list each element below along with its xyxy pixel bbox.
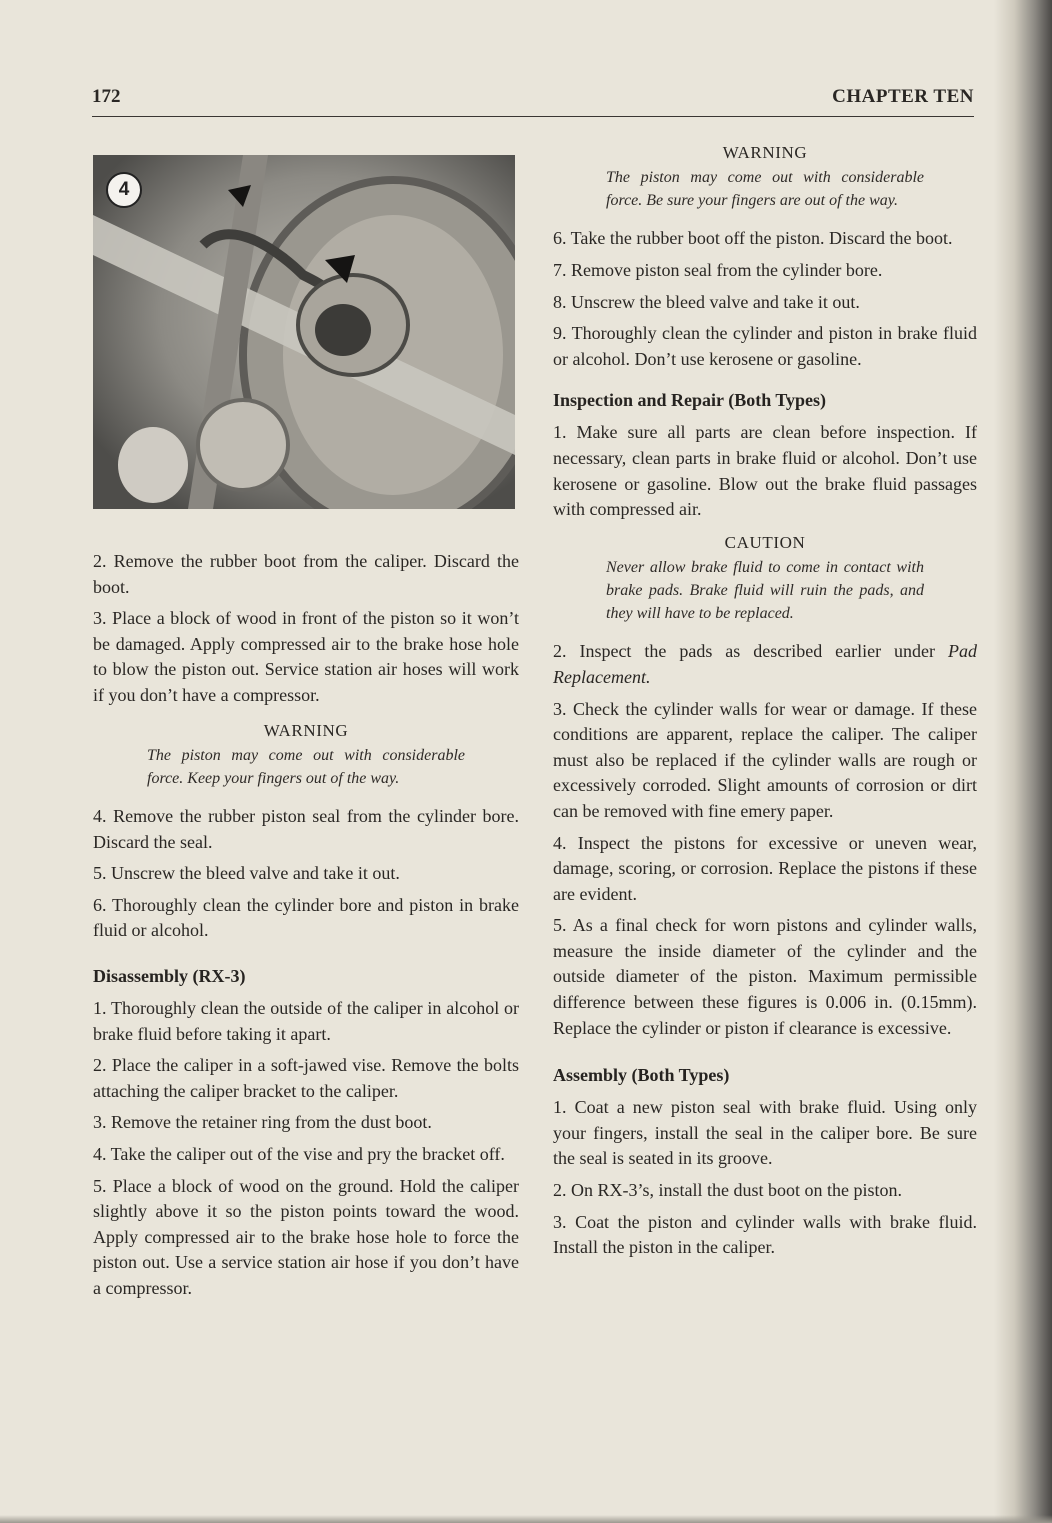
warning-text: The piston may come out with considerable force. Be sure your fingers are out of the way.: [606, 169, 924, 210]
step-paragraph: 7. Remove piston seal from the cylinder bore.: [553, 260, 883, 280]
step-paragraph: 8. Unscrew the bleed valve and take it out.: [553, 291, 860, 312]
step-paragraph: 3. Remove the retainer ring from the dust boot.: [93, 1112, 432, 1133]
step-paragraph: 1. Make sure all parts are clean before inspection. If necessary, clean parts in brake fluid or alcohol. Don’t use kerosene or gasoline. Blow out the brake fluid passages with compressed air.: [553, 422, 977, 520]
left-column: [93, 549, 519, 1307]
section-heading-assembly: Assembly (Both Types): [553, 1065, 730, 1086]
step-paragraph: 5. As a final check for worn pistons and cylinder walls, measure the inside diameter of the cylinder and the outside diameter of the piston. Maximum permissible difference between these figures is 0.006 in. (0.15mm). Replace the cylinder or piston if clearance is excessive.: [553, 915, 977, 1038]
figure-number-badge: 4: [106, 172, 142, 208]
section-heading-inspection: Inspection and Repair (Both Types): [553, 390, 827, 411]
caution-title: CAUTION: [724, 532, 806, 552]
step-paragraph: 3. Coat the piston and cylinder walls with brake fluid. Install the piston in the caliper.: [553, 1211, 977, 1258]
warning-text: The piston may come out with considerable force. Keep your fingers out of the way.: [147, 746, 465, 787]
step-paragraph: [553, 639, 977, 690]
caution-text: Never allow brake fluid to come in contact with brake pads. Brake fluid will ruin the pads, and they will have to be replaced.: [606, 558, 924, 623]
step-paragraph: 6. Take the rubber boot off the piston. Discard the boot.: [553, 228, 953, 249]
warning-title: WARNING: [722, 143, 808, 162]
step-paragraph: 1. Thoroughly clean the outside of the caliper in alcohol or brake fluid before taking it apart.: [93, 997, 519, 1044]
right-column: [553, 143, 977, 1267]
step-paragraph: 2. Remove the rubber boot from the caliper. Discard the boot.: [93, 551, 519, 597]
caution-note: [553, 533, 977, 626]
page-bottom-edge: [0, 1515, 1052, 1523]
step-paragraph: 5. Unscrew the bleed valve and take it out.: [93, 863, 400, 884]
brake-caliper-photo: [93, 155, 515, 509]
step-paragraph: 4. Remove the rubber piston seal from the cylinder bore. Discard the seal.: [93, 805, 519, 852]
chapter-title: CHAPTER TEN: [832, 86, 974, 107]
step-paragraph: 6. Thoroughly clean the cylinder bore and piston in brake fluid or alcohol.: [93, 894, 519, 941]
section-heading-disassembly: Disassembly (RX-3): [93, 965, 246, 986]
step-paragraph: 5. Place a block of wood on the ground. Hold the caliper slightly above it so the piston points toward the wood. Apply compressed air to the brake hose hole to force the piston out. Use a service station air hose if you don’t have a compressor.: [93, 1175, 519, 1298]
cross-reference: Pad Replacement.: [553, 641, 977, 687]
step-paragraph: 3. Check the cylinder walls for wear or damage. If these conditions are apparent, replace the caliper. The caliper must also be replaced if the cylinder walls are rough or excessively corroded. Slight amounts of corrosion or dirt can be removed with fine emery paper.: [553, 698, 977, 821]
warning-note: [93, 721, 519, 790]
page-number: 172: [92, 86, 121, 107]
step-paragraph: 1. Coat a new piston seal with brake fluid. Using only your fingers, install the seal in the caliper bore. Be sure the seal is seated in its groove.: [553, 1097, 977, 1169]
page-binding-shadow: [994, 0, 1052, 1523]
figure-photo: [93, 155, 515, 509]
page-header: [92, 86, 974, 117]
step-text: 2. Inspect the pads as described earlier under: [553, 641, 948, 662]
step-paragraph: 4. Inspect the pistons for excessive or uneven wear, damage, scoring, or corrosion. Replace the pistons if these are evident.: [553, 832, 977, 904]
step-paragraph: 2. Place the caliper in a soft-jawed vise. Remove the bolts attaching the caliper bracket to the caliper.: [93, 1055, 519, 1101]
step-paragraph: 3. Place a block of wood in front of the piston so it won’t be damaged. Apply compressed air to the brake hose hole to blow the piston out. Service station air hoses will work if you don’t have a compressor.: [93, 608, 519, 705]
step-paragraph: 9. Thoroughly clean the cylinder and piston in brake fluid or alcohol. Don’t use kerosene or gasoline.: [553, 323, 977, 369]
step-paragraph: 4. Take the caliper out of the vise and pry the bracket off.: [93, 1143, 505, 1164]
warning-note: [553, 143, 977, 212]
warning-title: WARNING: [263, 720, 349, 740]
step-paragraph: 2. On RX-3’s, install the dust boot on the piston.: [553, 1180, 902, 1201]
